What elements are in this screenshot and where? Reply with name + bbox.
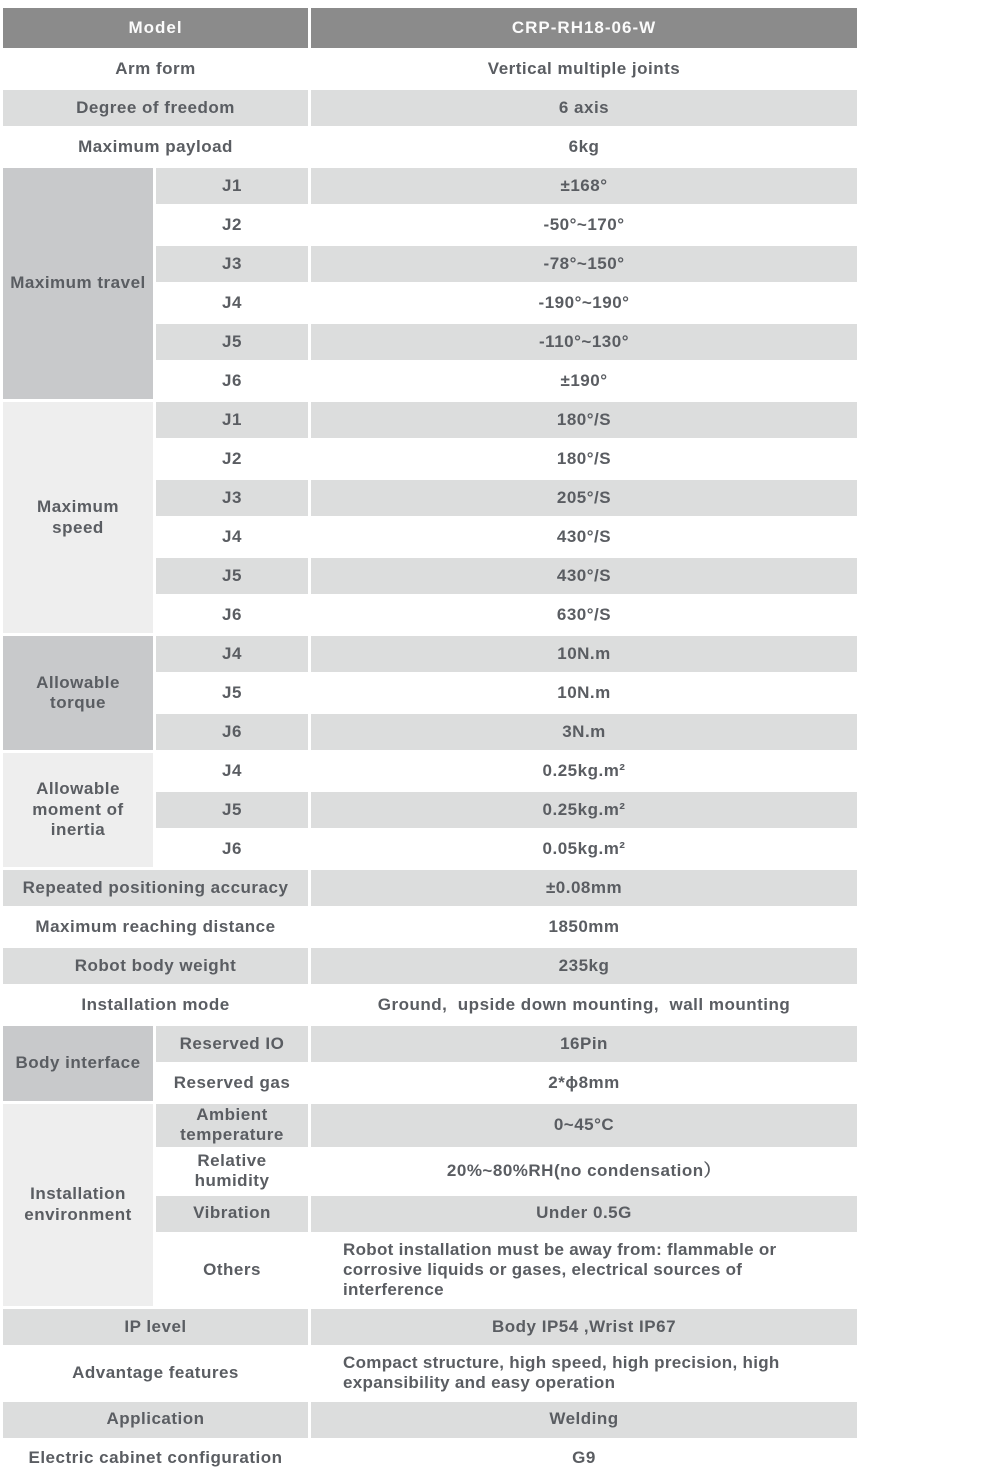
speed-j1-value: 180°/S [311,402,857,438]
maximum-reaching-distance-label: Maximum reaching distance [3,909,308,945]
installation-mode-value: Ground, upside down mounting, wall mounting [311,987,857,1023]
speed-j2-label: J2 [156,441,308,477]
torque-j6-label: J6 [156,714,308,750]
degree-of-freedom-value: 6 axis [311,90,857,126]
section-title-allowable-moment-of-inertia: Allowable moment of inertia [3,753,153,867]
section-title-maximum-speed: Maximum speed [3,402,153,633]
speed-j4-label: J4 [156,519,308,555]
speed-j2-value: 180°/S [311,441,857,477]
relative-humidity-value: 20%~80%RH(no condensation） [311,1150,857,1193]
ip-level-label: IP level [3,1309,308,1345]
robot-body-weight-value: 235kg [311,948,857,984]
section-title-body-interface: Body interface [3,1026,153,1101]
maximum-payload-label: Maximum payload [3,129,308,165]
inertia-j5-label: J5 [156,792,308,828]
vibration-label: Vibration [156,1196,308,1232]
degree-of-freedom-label: Degree of freedom [3,90,308,126]
speed-j3-label: J3 [156,480,308,516]
row-maximum-payload [3,129,857,165]
application-label: Application [3,1402,308,1438]
maximum-payload-value: 6kg [311,129,857,165]
others-label: Others [156,1235,308,1306]
row-torque-j4 [3,636,857,672]
arm-form-value: Vertical multiple joints [311,51,857,87]
speed-j6-label: J6 [156,597,308,633]
row-ambient-temperature [3,1104,857,1147]
row-application [3,1402,857,1438]
travel-j3-value: -78°~150° [311,246,857,282]
electric-cabinet-configuration-value: G9 [311,1441,857,1477]
row-electric-cabinet-configuration [3,1441,857,1477]
inertia-j6-value: 0.05kg.m² [311,831,857,867]
inertia-j4-label: J4 [156,753,308,789]
repeated-positioning-accuracy-label: Repeated positioning accuracy [3,870,308,906]
arm-form-label: Arm form [3,51,308,87]
header-model-label: Model [3,8,308,48]
row-degree-of-freedom [3,90,857,126]
row-maximum-reaching-distance [3,909,857,945]
row-speed-j1 [3,402,857,438]
reserved-io-value: 16Pin [311,1026,857,1062]
travel-j5-label: J5 [156,324,308,360]
travel-j6-label: J6 [156,363,308,399]
speed-j5-value: 430°/S [311,558,857,594]
reserved-io-label: Reserved IO [156,1026,308,1062]
advantage-features-value: Compact structure, high speed, high precision, high expansibility and easy operation [311,1348,857,1399]
row-inertia-j4 [3,753,857,789]
torque-j5-value: 10N.m [311,675,857,711]
row-robot-body-weight [3,948,857,984]
speed-j5-label: J5 [156,558,308,594]
vibration-value: Under 0.5G [311,1196,857,1232]
row-ip-level [3,1309,857,1345]
reserved-gas-label: Reserved gas [156,1065,308,1101]
speed-j1-label: J1 [156,402,308,438]
torque-j5-label: J5 [156,675,308,711]
row-travel-j1 [3,168,857,204]
travel-j4-value: -190°~190° [311,285,857,321]
travel-j1-label: J1 [156,168,308,204]
header-row [3,8,857,48]
travel-j6-value: ±190° [311,363,857,399]
electric-cabinet-configuration-label: Electric cabinet configuration [3,1441,308,1477]
ip-level-value: Body IP54 ,Wrist IP67 [311,1309,857,1345]
header-model-value: CRP-RH18-06-W [311,8,857,48]
travel-j3-label: J3 [156,246,308,282]
others-value: Robot installation must be away from: flammable or corrosive liquids or gases, electrical sources of interference [311,1235,857,1306]
section-title-maximum-travel: Maximum travel [3,168,153,399]
section-title-allowable-torque: Allowable torque [3,636,153,750]
section-title-installation-environment: Installation environment [3,1104,153,1306]
travel-j1-value: ±168° [311,168,857,204]
robot-body-weight-label: Robot body weight [3,948,308,984]
travel-j2-label: J2 [156,207,308,243]
travel-j5-value: -110°~130° [311,324,857,360]
maximum-reaching-distance-value: 1850mm [311,909,857,945]
speed-j3-value: 205°/S [311,480,857,516]
row-installation-mode [3,987,857,1023]
speed-j6-value: 630°/S [311,597,857,633]
ambient-temperature-label: Ambient temperature [156,1104,308,1147]
travel-j2-value: -50°~170° [311,207,857,243]
row-advantage-features [3,1348,857,1399]
application-value: Welding [311,1402,857,1438]
repeated-positioning-accuracy-value: ±0.08mm [311,870,857,906]
torque-j6-value: 3N.m [311,714,857,750]
inertia-j5-value: 0.25kg.m² [311,792,857,828]
row-arm-form [3,51,857,87]
relative-humidity-label: Relative humidity [156,1150,308,1193]
advantage-features-label: Advantage features [3,1348,308,1399]
reserved-gas-value: 2*ϕ8mm [311,1065,857,1101]
torque-j4-label: J4 [156,636,308,672]
inertia-j6-label: J6 [156,831,308,867]
travel-j4-label: J4 [156,285,308,321]
row-reserved-io [3,1026,857,1062]
torque-j4-value: 10N.m [311,636,857,672]
inertia-j4-value: 0.25kg.m² [311,753,857,789]
installation-mode-label: Installation mode [3,987,308,1023]
ambient-temperature-value: 0~45°C [311,1104,857,1147]
spec-table [0,5,860,1480]
speed-j4-value: 430°/S [311,519,857,555]
row-repeated-positioning-accuracy [3,870,857,906]
